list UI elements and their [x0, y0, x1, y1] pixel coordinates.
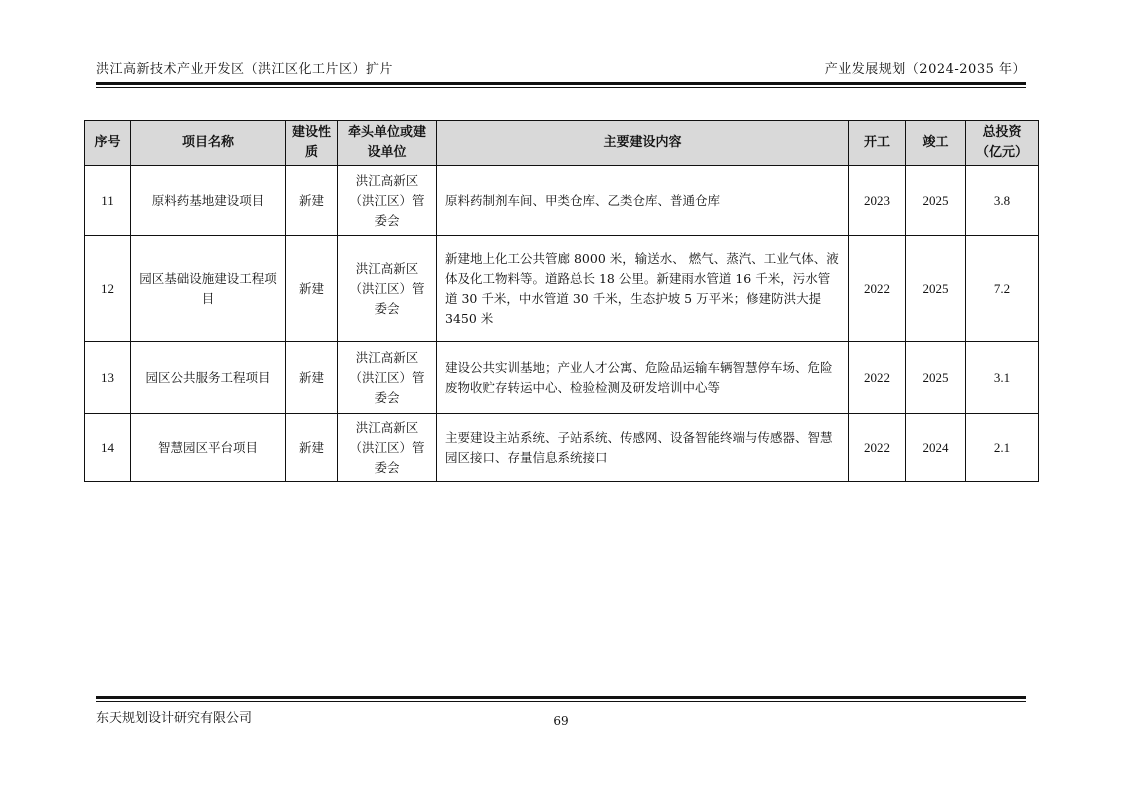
row-content: 原料药制剂车间、甲类仓库、乙类仓库、普通仓库 [437, 166, 849, 236]
row-investment: 3.8 [966, 166, 1039, 236]
col-header-start: 开工 [849, 121, 906, 166]
table-row [85, 342, 1039, 414]
col-header-no: 序号 [85, 121, 131, 166]
row-name: 园区公共服务工程项目 [131, 342, 286, 414]
row-nature: 新建 [286, 342, 338, 414]
col-header-content: 主要建设内容 [437, 121, 849, 166]
row-unit: 洪江高新区（洪江区）管委会 [338, 236, 437, 342]
row-content: 新建地上化工公共管廊 8000 米，输送水、 燃气、蒸汽、工业气体、液体及化工物料等。道路总长 18 公里。新建雨水管道 16 千米，污水管道 30 千米，中水管道 30 千米，生态护坡 5 万平米；修建防洪大提 3450 米 [437, 236, 849, 342]
row-nature: 新建 [286, 236, 338, 342]
row-investment: 2.1 [966, 414, 1039, 482]
footer-rule-thin [96, 701, 1026, 702]
page-footer [96, 696, 1026, 736]
page-number: 69 [553, 714, 569, 728]
row-unit: 洪江高新区（洪江区）管委会 [338, 414, 437, 482]
col-header-unit: 牵头单位或建设单位 [338, 121, 437, 166]
row-start: 2023 [849, 166, 906, 236]
row-investment: 7.2 [966, 236, 1039, 342]
table-header-row [85, 121, 1039, 166]
header-rule-thin [96, 87, 1026, 88]
row-name: 智慧园区平台项目 [131, 414, 286, 482]
col-header-nature: 建设性质 [286, 121, 338, 166]
page-header [96, 56, 1026, 90]
row-name: 原料药基地建设项目 [131, 166, 286, 236]
table-row [85, 166, 1039, 236]
row-no: 12 [85, 236, 131, 342]
footer-rule-thick [96, 696, 1026, 699]
row-finish: 2025 [906, 342, 966, 414]
row-content: 建设公共实训基地；产业人才公寓、危险品运输车辆智慧停车场、危险废物收贮存转运中心、检验检测及研发培训中心等 [437, 342, 849, 414]
row-finish: 2025 [906, 166, 966, 236]
row-unit: 洪江高新区（洪江区）管委会 [338, 342, 437, 414]
row-start: 2022 [849, 414, 906, 482]
row-content: 主要建设主站系统、子站系统、传感网、设备智能终端与传感器、智慧园区接口、存量信息系统接口 [437, 414, 849, 482]
row-no: 11 [85, 166, 131, 236]
row-finish: 2024 [906, 414, 966, 482]
row-nature: 新建 [286, 414, 338, 482]
row-name: 园区基础设施建设工程项目 [131, 236, 286, 342]
row-no: 13 [85, 342, 131, 414]
header-document-title: 洪江高新技术产业开发区（洪江区化工片区）扩片 [96, 62, 394, 77]
col-header-name: 项目名称 [131, 121, 286, 166]
col-header-investment: 总投资（亿元） [966, 121, 1039, 166]
footer-company-name: 东天规划设计研究有限公司 [96, 711, 253, 726]
row-nature: 新建 [286, 166, 338, 236]
col-header-finish: 竣工 [906, 121, 966, 166]
row-no: 14 [85, 414, 131, 482]
row-investment: 3.1 [966, 342, 1039, 414]
row-unit: 洪江高新区（洪江区）管委会 [338, 166, 437, 236]
table-row [85, 236, 1039, 342]
project-table [84, 120, 1039, 482]
row-start: 2022 [849, 342, 906, 414]
row-finish: 2025 [906, 236, 966, 342]
table-row [85, 414, 1039, 482]
row-start: 2022 [849, 236, 906, 342]
header-plan-title: 产业发展规划（2024-2035 年） [824, 62, 1026, 77]
header-rule-thick [96, 82, 1026, 85]
